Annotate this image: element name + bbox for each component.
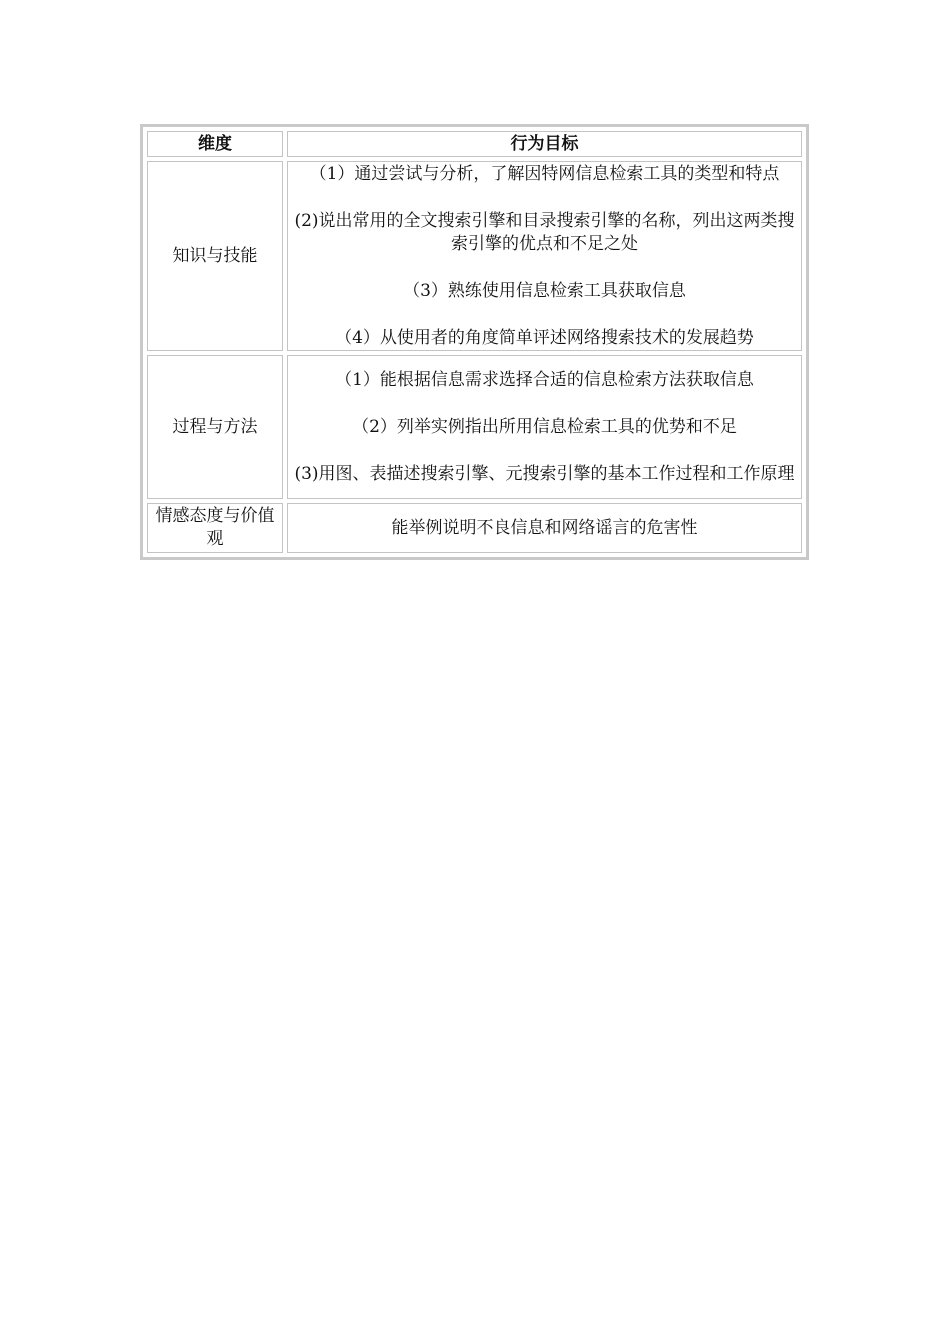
goal-cell xyxy=(287,355,802,499)
dimension-cell: 情感态度与价值观 xyxy=(147,503,283,553)
table-row xyxy=(147,355,802,499)
goal-item: （4）从使用者的角度简单评述网络搜索技术的发展趋势 xyxy=(335,327,754,348)
objectives-table xyxy=(140,124,809,560)
goal-item: (2)说出常用的全文搜索引擎和目录搜索引擎的名称，列出这两类搜索引擎的优点和不足之处 xyxy=(294,210,795,254)
goal-item: （2）列举实例指出所用信息检索工具的优势和不足 xyxy=(352,416,737,437)
table-header-row xyxy=(147,131,802,157)
goal-cell xyxy=(287,161,802,351)
goal-cell xyxy=(287,503,802,553)
header-goal: 行为目标 xyxy=(287,131,802,157)
goal-item: （1）能根据信息需求选择合适的信息检索方法获取信息 xyxy=(335,369,754,390)
table-row xyxy=(147,503,802,553)
dimension-cell: 过程与方法 xyxy=(147,355,283,499)
header-dimension: 维度 xyxy=(147,131,283,157)
table-row xyxy=(147,161,802,351)
goal-item: 能举例说明不良信息和网络谣言的危害性 xyxy=(391,517,698,538)
dimension-cell: 知识与技能 xyxy=(147,161,283,351)
goal-item: （3）熟练使用信息检索工具获取信息 xyxy=(403,280,686,301)
goal-item: （1）通过尝试与分析，了解因特网信息检索工具的类型和特点 xyxy=(309,163,780,184)
goal-item: (3)用图、表描述搜索引擎、元搜索引擎的基本工作过程和工作原理 xyxy=(294,463,795,484)
